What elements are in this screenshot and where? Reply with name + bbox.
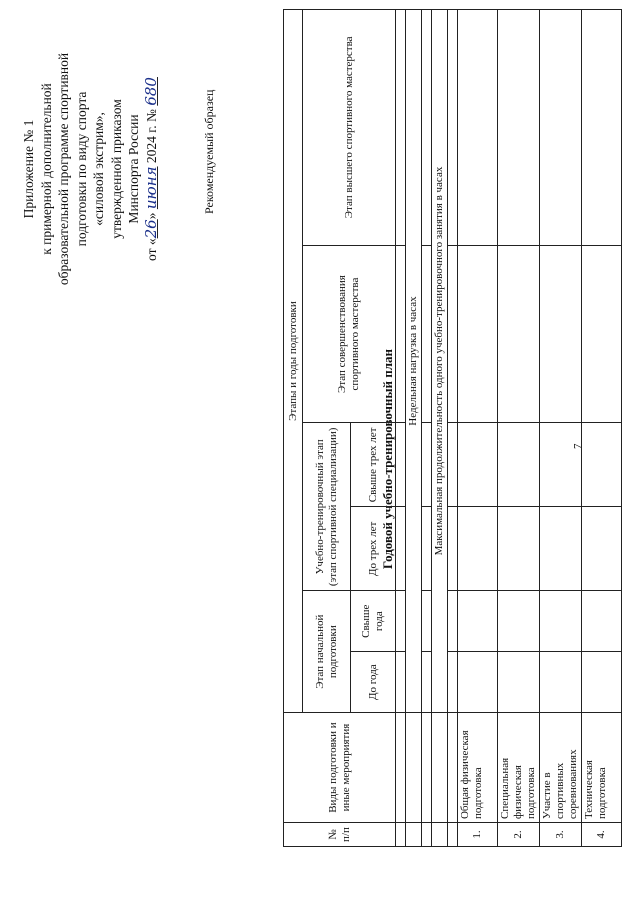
empty-cell — [422, 245, 432, 423]
data-cell — [498, 652, 540, 713]
header-training-up-to-3-years: До трех лет — [351, 507, 396, 591]
appendix-line: утвержденной приказом — [108, 99, 124, 239]
max-duration-row: Максимальная продолжительность одного учебно-тренировочного занятия в часах — [432, 10, 448, 713]
header-initial-up-to-year: До года — [351, 652, 396, 713]
empty-cell — [396, 245, 406, 423]
empty-cell — [448, 591, 458, 652]
data-cell — [458, 423, 498, 507]
data-cell — [498, 423, 540, 507]
empty-cell — [448, 10, 458, 246]
header-initial-over-year: Свыше года — [351, 591, 396, 652]
table-row — [540, 10, 582, 847]
empty-cell — [396, 652, 406, 713]
empty-cell — [406, 713, 422, 823]
appendix-line: к примерной дополнительной — [38, 83, 54, 255]
data-cell — [582, 507, 622, 591]
empty-cell — [422, 823, 432, 847]
row-number: 3. — [540, 823, 582, 847]
data-cell — [458, 591, 498, 652]
data-cell — [582, 591, 622, 652]
handwritten-number: 680 — [141, 77, 160, 106]
data-cell — [582, 245, 622, 423]
empty-cell — [448, 652, 458, 713]
appendix-line: «силовой экстрим», — [91, 112, 106, 226]
row-label: Техническая подготовка — [582, 713, 622, 823]
data-cell — [540, 423, 582, 507]
table-row — [582, 10, 622, 847]
header-activity-type: Виды подготовки и иные мероприятия — [284, 713, 396, 823]
appendix-line: образовательной программе спортивной — [56, 52, 71, 286]
empty-cell — [396, 423, 406, 507]
training-plan-table — [283, 9, 622, 847]
data-cell — [540, 652, 582, 713]
data-cell — [458, 652, 498, 713]
empty-cell — [396, 713, 406, 823]
header-stage-improvement: Этап совершенствования спортивного мастерства — [303, 245, 396, 423]
page-number: 7 — [572, 443, 584, 449]
empty-cell — [422, 713, 432, 823]
data-cell — [498, 10, 540, 246]
data-cell — [540, 245, 582, 423]
row-label: Участие в спортивных соревнованиях — [540, 713, 582, 823]
header-stage-higher: Этап высшего спортивного мастерства — [303, 10, 396, 246]
empty-cell — [422, 423, 432, 507]
empty-cell — [422, 507, 432, 591]
header-stage-training: Учебно-тренировочный этап (этап спортивной специализации) — [303, 423, 351, 591]
empty-cell — [396, 823, 406, 847]
empty-cell — [422, 10, 432, 246]
empty-cell — [448, 245, 458, 423]
page-title: Годовой учебно-тренировочный план — [380, 348, 395, 570]
header-stages: Этапы и годы подготовки — [284, 10, 303, 713]
empty-cell — [396, 10, 406, 246]
empty-cell — [432, 823, 448, 847]
weekly-load-row: Недельная нагрузка в часах — [406, 10, 422, 713]
header-stage-initial: Этап начальной подготовки — [303, 591, 351, 713]
empty-cell — [448, 423, 458, 507]
appendix-line: Приложение № 1 — [21, 119, 36, 219]
appendix-block — [20, 39, 160, 299]
table-row — [498, 10, 540, 847]
recommended-sample-label: Рекомендуемый образец — [202, 89, 216, 214]
data-cell — [498, 245, 540, 423]
table-row — [458, 10, 498, 847]
data-cell — [582, 423, 622, 507]
row-number: 1. — [458, 823, 498, 847]
empty-cell — [448, 823, 458, 847]
header-training-over-3-years: Свыше трех лет — [351, 423, 396, 507]
data-cell — [498, 591, 540, 652]
data-cell — [458, 507, 498, 591]
date-mid2: 2024 г. № — [143, 109, 159, 164]
date-prefix: от « — [143, 238, 159, 261]
data-cell — [540, 591, 582, 652]
appendix-line: подготовки по виду спорта — [73, 91, 89, 247]
empty-cell — [448, 713, 458, 823]
empty-cell — [406, 823, 422, 847]
handwritten-day: 26 — [141, 219, 160, 239]
data-cell — [458, 245, 498, 423]
header-number: № п/п — [284, 823, 396, 847]
empty-cell — [432, 713, 448, 823]
data-cell — [582, 652, 622, 713]
row-number: 2. — [498, 823, 540, 847]
empty-cell — [422, 591, 432, 652]
empty-cell — [422, 652, 432, 713]
data-cell — [582, 10, 622, 246]
data-cell — [540, 10, 582, 246]
row-number: 4. — [582, 823, 622, 847]
appendix-line: Минспорта России — [126, 114, 141, 224]
order-date-line — [143, 39, 161, 299]
data-cell — [458, 10, 498, 246]
data-cell — [540, 507, 582, 591]
empty-cell — [396, 507, 406, 591]
row-label: Общая физическая подготовка — [458, 713, 498, 823]
empty-cell — [448, 507, 458, 591]
empty-cell — [396, 591, 406, 652]
date-mid1: » — [143, 212, 159, 220]
row-label: Специальная физическая подготовка — [498, 713, 540, 823]
data-cell — [498, 507, 540, 591]
handwritten-month: июня — [141, 166, 160, 210]
